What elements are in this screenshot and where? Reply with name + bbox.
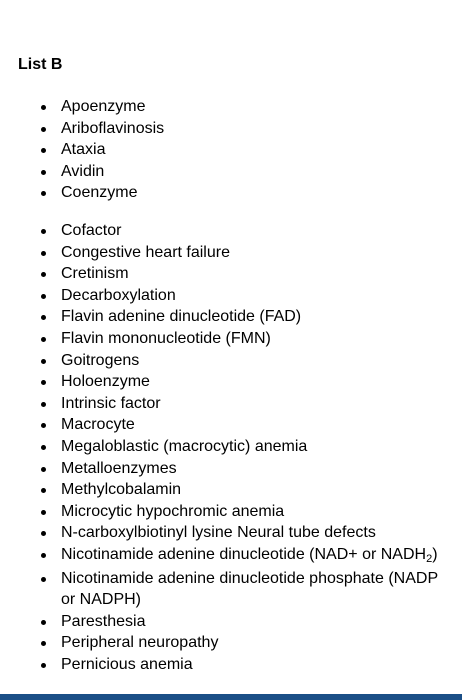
bottom-bar	[0, 694, 462, 700]
list-item	[61, 414, 441, 436]
list-item-text: Congestive heart failure	[61, 243, 230, 261]
list-item	[61, 96, 441, 118]
list-item	[61, 306, 441, 328]
list-item-text: Cretinism	[61, 265, 129, 283]
bullet-icon	[41, 620, 46, 625]
bullet-icon	[41, 294, 46, 299]
list-item-text: Ataxia	[61, 141, 106, 159]
list-item	[61, 139, 441, 161]
list-item-text: N-carboxylbiotinyl lysine Neural tube defects	[61, 524, 376, 542]
bullet-icon	[41, 105, 46, 110]
bullet-icon	[41, 402, 46, 407]
bullet-icon	[41, 641, 46, 646]
bullet-icon	[41, 229, 46, 234]
list-item	[61, 371, 441, 393]
bullet-icon	[41, 553, 46, 558]
bullet-icon	[41, 191, 46, 196]
bullet-icon	[41, 380, 46, 385]
bullet-icon	[41, 127, 46, 132]
list-item	[61, 161, 441, 183]
bullet-icon	[41, 315, 46, 320]
list-heading: List B	[18, 56, 63, 73]
bullet-icon	[41, 663, 46, 668]
list-item	[61, 654, 441, 676]
subscript-two: 2	[426, 552, 433, 565]
list-item-text: Holoenzyme	[61, 373, 150, 391]
list-item	[61, 501, 441, 523]
list-item	[61, 568, 441, 611]
list-item	[61, 242, 441, 264]
list-item	[61, 263, 441, 285]
list-item-text: Microcytic hypochromic anemia	[61, 502, 285, 520]
bullet-icon	[41, 445, 46, 450]
bullet-icon	[41, 359, 46, 364]
list-item-text: Cofactor	[61, 222, 122, 239]
term-list-first-group	[0, 96, 441, 204]
list-item-text: Metalloenzymes	[61, 459, 177, 477]
bullet-icon	[41, 467, 46, 472]
bullet-icon	[41, 488, 46, 493]
bullet-icon	[41, 510, 46, 515]
list-item-text: Methylcobalamin	[61, 481, 182, 499]
list-item-text: Intrinsic factor	[61, 394, 161, 412]
list-item	[61, 350, 441, 372]
list-item	[61, 328, 441, 350]
list-item-text: Pernicious anemia	[61, 655, 193, 673]
list-item-text: Paresthesia	[61, 612, 146, 630]
bullet-icon	[41, 423, 46, 428]
list-item	[61, 118, 441, 140]
list-item	[61, 436, 441, 458]
list-item	[61, 611, 441, 633]
list-item	[61, 632, 441, 654]
list-item-text: Peripheral neuropathy	[61, 634, 219, 652]
list-item	[61, 285, 441, 307]
list-item-text: Flavin mononucleotide (FMN)	[61, 329, 271, 347]
bullet-icon	[41, 148, 46, 153]
bullet-icon	[41, 337, 46, 342]
list-item-text: Avidin	[61, 162, 105, 180]
list-item-text: Nicotinamide adenine dinucleotide (NAD+ or NADH	[61, 545, 427, 563]
list-item-text: Decarboxylation	[61, 286, 176, 304]
bullet-icon	[41, 272, 46, 277]
list-item	[61, 182, 441, 204]
term-list-second-group	[0, 220, 441, 675]
list-item-text: Coenzyme	[61, 184, 138, 202]
list-item	[61, 458, 441, 480]
list-item	[61, 522, 441, 544]
bullet-icon	[41, 251, 46, 256]
list-item	[61, 393, 441, 415]
list-item-suffix: )	[432, 545, 438, 563]
list-item	[61, 479, 441, 501]
list-item-text: Ariboflavinosis	[61, 119, 165, 137]
list-item-text: Nicotinamide adenine dinucleotide phosphate (NADP or NADPH)	[61, 569, 438, 609]
bullet-icon	[41, 170, 46, 175]
list-item-text: Megaloblastic (macrocytic) anemia	[61, 437, 308, 455]
list-item-text: Apoenzyme	[61, 98, 146, 115]
bullet-icon	[41, 531, 46, 536]
list-item-nad	[61, 544, 441, 566]
bullet-icon	[41, 577, 46, 582]
list-item-text: Macrocyte	[61, 416, 135, 434]
list-item-text: Flavin adenine dinucleotide (FAD)	[61, 308, 302, 326]
list-item-text: Goitrogens	[61, 351, 140, 369]
list-item	[61, 220, 441, 242]
